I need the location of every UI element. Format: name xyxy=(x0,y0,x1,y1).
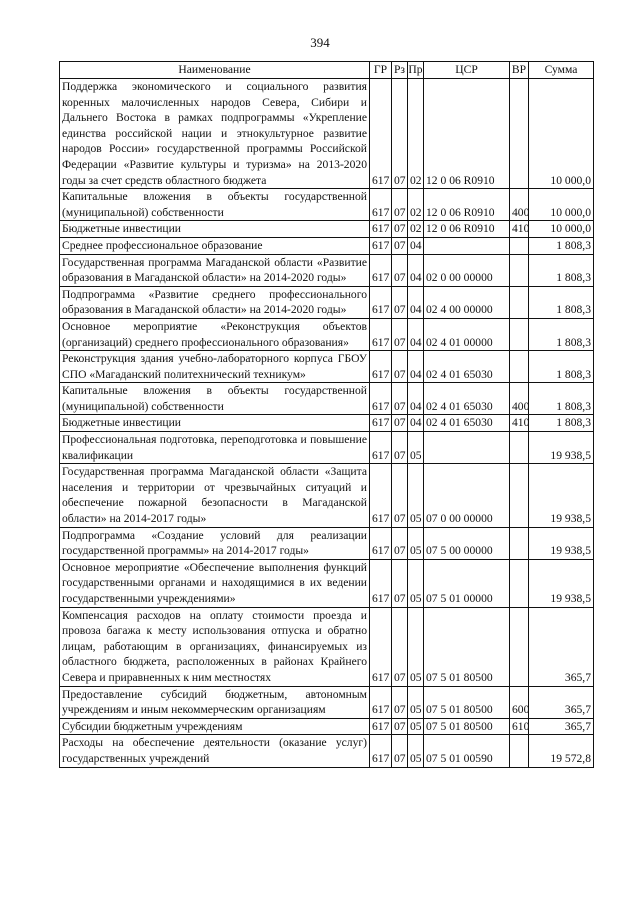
table-row xyxy=(60,607,594,686)
page-number: 394 xyxy=(310,35,330,50)
cell-vr xyxy=(510,318,529,350)
cell-vr xyxy=(510,527,529,559)
table-row xyxy=(60,686,594,718)
cell-name: Компенсация расходов на оплату стоимости проезда и провоза багажа к месту использования отпуска и обратно лицам, работающим в организациях, финансируемых из областного бюджета, расположенных в районах Крайнего Севера и приравненных к ним местностях xyxy=(60,607,370,686)
header-csr: ЦСР xyxy=(424,62,510,79)
cell-rz: 07 xyxy=(392,718,408,735)
cell-pr: 05 xyxy=(408,718,424,735)
cell-pr: 04 xyxy=(408,318,424,350)
cell-csr: 07 5 00 00000 xyxy=(424,527,510,559)
cell-name: Бюджетные инвестиции xyxy=(60,415,370,432)
cell-name: Среднее профессиональное образование xyxy=(60,237,370,254)
cell-csr: 02 4 00 00000 xyxy=(424,286,510,318)
cell-sum: 19 938,5 xyxy=(529,527,594,559)
table-row xyxy=(60,237,594,254)
cell-sum: 19 938,5 xyxy=(529,464,594,527)
cell-pr: 05 xyxy=(408,559,424,607)
cell-rz: 07 xyxy=(392,237,408,254)
table-row xyxy=(60,527,594,559)
table-row xyxy=(60,718,594,735)
header-rz: Рз xyxy=(392,62,408,79)
cell-rz: 07 xyxy=(392,686,408,718)
cell-sum: 1 808,3 xyxy=(529,254,594,286)
cell-sum: 1 808,3 xyxy=(529,415,594,432)
cell-pr: 04 xyxy=(408,286,424,318)
cell-name: Субсидии бюджетным учреждениям xyxy=(60,718,370,735)
cell-sum: 1 808,3 xyxy=(529,286,594,318)
table-row xyxy=(60,383,594,415)
cell-rz: 07 xyxy=(392,735,408,767)
cell-csr xyxy=(424,432,510,464)
cell-vr: 610 xyxy=(510,718,529,735)
header-name: Наименование xyxy=(60,62,370,79)
cell-pr: 02 xyxy=(408,221,424,238)
cell-gr: 617 xyxy=(370,527,392,559)
cell-sum: 365,7 xyxy=(529,718,594,735)
cell-pr: 02 xyxy=(408,189,424,221)
cell-sum: 365,7 xyxy=(529,686,594,718)
cell-name: Основное мероприятие «Реконструкция объектов (организаций) среднего профессионального образования» xyxy=(60,318,370,350)
cell-rz: 07 xyxy=(392,189,408,221)
cell-vr xyxy=(510,351,529,383)
table-row xyxy=(60,79,594,189)
cell-csr: 07 5 01 80500 xyxy=(424,607,510,686)
cell-csr: 07 5 01 80500 xyxy=(424,686,510,718)
table-row xyxy=(60,318,594,350)
cell-gr: 617 xyxy=(370,464,392,527)
budget-table xyxy=(59,61,594,768)
cell-pr: 04 xyxy=(408,254,424,286)
cell-sum: 1 808,3 xyxy=(529,351,594,383)
cell-pr: 05 xyxy=(408,432,424,464)
cell-gr: 617 xyxy=(370,432,392,464)
cell-csr: 07 5 01 00590 xyxy=(424,735,510,767)
cell-gr: 617 xyxy=(370,415,392,432)
cell-vr xyxy=(510,286,529,318)
table-row xyxy=(60,254,594,286)
cell-rz: 07 xyxy=(392,607,408,686)
cell-gr: 617 xyxy=(370,559,392,607)
cell-sum: 10 000,0 xyxy=(529,221,594,238)
cell-gr: 617 xyxy=(370,718,392,735)
cell-gr: 617 xyxy=(370,351,392,383)
cell-name: Поддержка экономического и социального развития коренных малочисленных народов Севера, Сибири и Дальнего Востока в рамках подпрограммы «Укрепление единства российской нации и этнокультурное развитие народов России» государственной программы Российской Федерации «Развитие культуры и туризма» на 2013-2020 годы за счет средств областного бюджета xyxy=(60,79,370,189)
cell-sum: 10 000,0 xyxy=(529,189,594,221)
table-row xyxy=(60,221,594,238)
cell-csr: 12 0 06 R0910 xyxy=(424,79,510,189)
table-row xyxy=(60,464,594,527)
table-row xyxy=(60,351,594,383)
cell-name: Капитальные вложения в объекты государственной (муниципальной) собственности xyxy=(60,383,370,415)
cell-csr: 02 4 01 65030 xyxy=(424,351,510,383)
cell-vr xyxy=(510,254,529,286)
cell-gr: 617 xyxy=(370,686,392,718)
cell-csr: 02 4 01 65030 xyxy=(424,415,510,432)
cell-sum: 19 938,5 xyxy=(529,432,594,464)
cell-name: Профессиональная подготовка, переподготовка и повышение квалификации xyxy=(60,432,370,464)
cell-csr: 07 5 01 80500 xyxy=(424,718,510,735)
cell-name: Бюджетные инвестиции xyxy=(60,221,370,238)
table-row xyxy=(60,189,594,221)
cell-sum: 10 000,0 xyxy=(529,79,594,189)
table-row xyxy=(60,432,594,464)
cell-rz: 07 xyxy=(392,559,408,607)
header-sum: Сумма xyxy=(529,62,594,79)
cell-vr: 410 xyxy=(510,415,529,432)
header-pr: Пр xyxy=(408,62,424,79)
cell-pr: 05 xyxy=(408,607,424,686)
cell-name: Капитальные вложения в объекты государственной (муниципальной) собственности xyxy=(60,189,370,221)
cell-pr: 05 xyxy=(408,735,424,767)
cell-rz: 07 xyxy=(392,79,408,189)
table-row xyxy=(60,559,594,607)
cell-pr: 05 xyxy=(408,686,424,718)
cell-gr: 617 xyxy=(370,607,392,686)
cell-vr xyxy=(510,464,529,527)
cell-rz: 07 xyxy=(392,464,408,527)
header-vr: ВР xyxy=(510,62,529,79)
cell-csr: 07 5 01 00000 xyxy=(424,559,510,607)
cell-csr: 02 0 00 00000 xyxy=(424,254,510,286)
cell-rz: 07 xyxy=(392,527,408,559)
cell-pr: 04 xyxy=(408,351,424,383)
table-row xyxy=(60,286,594,318)
cell-name: Подпрограмма «Развитие среднего профессионального образования в Магаданской области» на 2014-2020 годы» xyxy=(60,286,370,318)
cell-sum: 1 808,3 xyxy=(529,383,594,415)
cell-vr xyxy=(510,735,529,767)
cell-csr: 02 4 01 00000 xyxy=(424,318,510,350)
cell-pr: 05 xyxy=(408,527,424,559)
cell-vr: 410 xyxy=(510,221,529,238)
cell-csr: 07 0 00 00000 xyxy=(424,464,510,527)
header-gr: ГР xyxy=(370,62,392,79)
cell-gr: 617 xyxy=(370,383,392,415)
table-row xyxy=(60,735,594,767)
cell-pr: 04 xyxy=(408,237,424,254)
cell-gr: 617 xyxy=(370,237,392,254)
cell-rz: 07 xyxy=(392,318,408,350)
cell-vr xyxy=(510,79,529,189)
cell-sum: 19 572,8 xyxy=(529,735,594,767)
cell-vr xyxy=(510,432,529,464)
cell-gr: 617 xyxy=(370,286,392,318)
cell-pr: 05 xyxy=(408,464,424,527)
cell-gr: 617 xyxy=(370,318,392,350)
cell-rz: 07 xyxy=(392,383,408,415)
cell-rz: 07 xyxy=(392,221,408,238)
cell-csr: 12 0 06 R0910 xyxy=(424,221,510,238)
cell-sum: 1 808,3 xyxy=(529,318,594,350)
cell-csr xyxy=(424,237,510,254)
cell-rz: 07 xyxy=(392,286,408,318)
cell-gr: 617 xyxy=(370,221,392,238)
cell-rz: 07 xyxy=(392,415,408,432)
cell-vr xyxy=(510,237,529,254)
cell-pr: 04 xyxy=(408,415,424,432)
table-header-row xyxy=(60,62,594,79)
cell-name: Предоставление субсидий бюджетным, автономным учреждениям и иным некоммерческим организациям xyxy=(60,686,370,718)
cell-gr: 617 xyxy=(370,254,392,286)
cell-sum: 365,7 xyxy=(529,607,594,686)
cell-vr xyxy=(510,607,529,686)
cell-rz: 07 xyxy=(392,432,408,464)
cell-sum: 1 808,3 xyxy=(529,237,594,254)
cell-name: Основное мероприятие «Обеспечение выполнения функций государственными органами и находящимися в их ведении государственными учреждениями» xyxy=(60,559,370,607)
cell-vr xyxy=(510,559,529,607)
cell-pr: 02 xyxy=(408,79,424,189)
cell-vr: 600 xyxy=(510,686,529,718)
cell-name: Государственная программа Магаданской области «Защита населения и территории от чрезвычайных ситуаций и обеспечение пожарной безопасности в Магаданской области» на 2014-2017 годы» xyxy=(60,464,370,527)
cell-vr: 400 xyxy=(510,383,529,415)
cell-gr: 617 xyxy=(370,735,392,767)
cell-rz: 07 xyxy=(392,351,408,383)
cell-name: Реконструкция здания учебно-лабораторного корпуса ГБОУ СПО «Магаданский политехнический техникум» xyxy=(60,351,370,383)
cell-vr: 400 xyxy=(510,189,529,221)
cell-csr: 12 0 06 R0910 xyxy=(424,189,510,221)
cell-gr: 617 xyxy=(370,189,392,221)
cell-name: Расходы на обеспечение деятельности (оказание услуг) государственных учреждений xyxy=(60,735,370,767)
cell-name: Подпрограмма «Создание условий для реализации государственной программы» на 2014-2017 годы» xyxy=(60,527,370,559)
cell-csr: 02 4 01 65030 xyxy=(424,383,510,415)
cell-name: Государственная программа Магаданской области «Развитие образования в Магаданской области» на 2014-2020 годы» xyxy=(60,254,370,286)
cell-gr: 617 xyxy=(370,79,392,189)
table-row xyxy=(60,415,594,432)
cell-pr: 04 xyxy=(408,383,424,415)
cell-sum: 19 938,5 xyxy=(529,559,594,607)
cell-rz: 07 xyxy=(392,254,408,286)
